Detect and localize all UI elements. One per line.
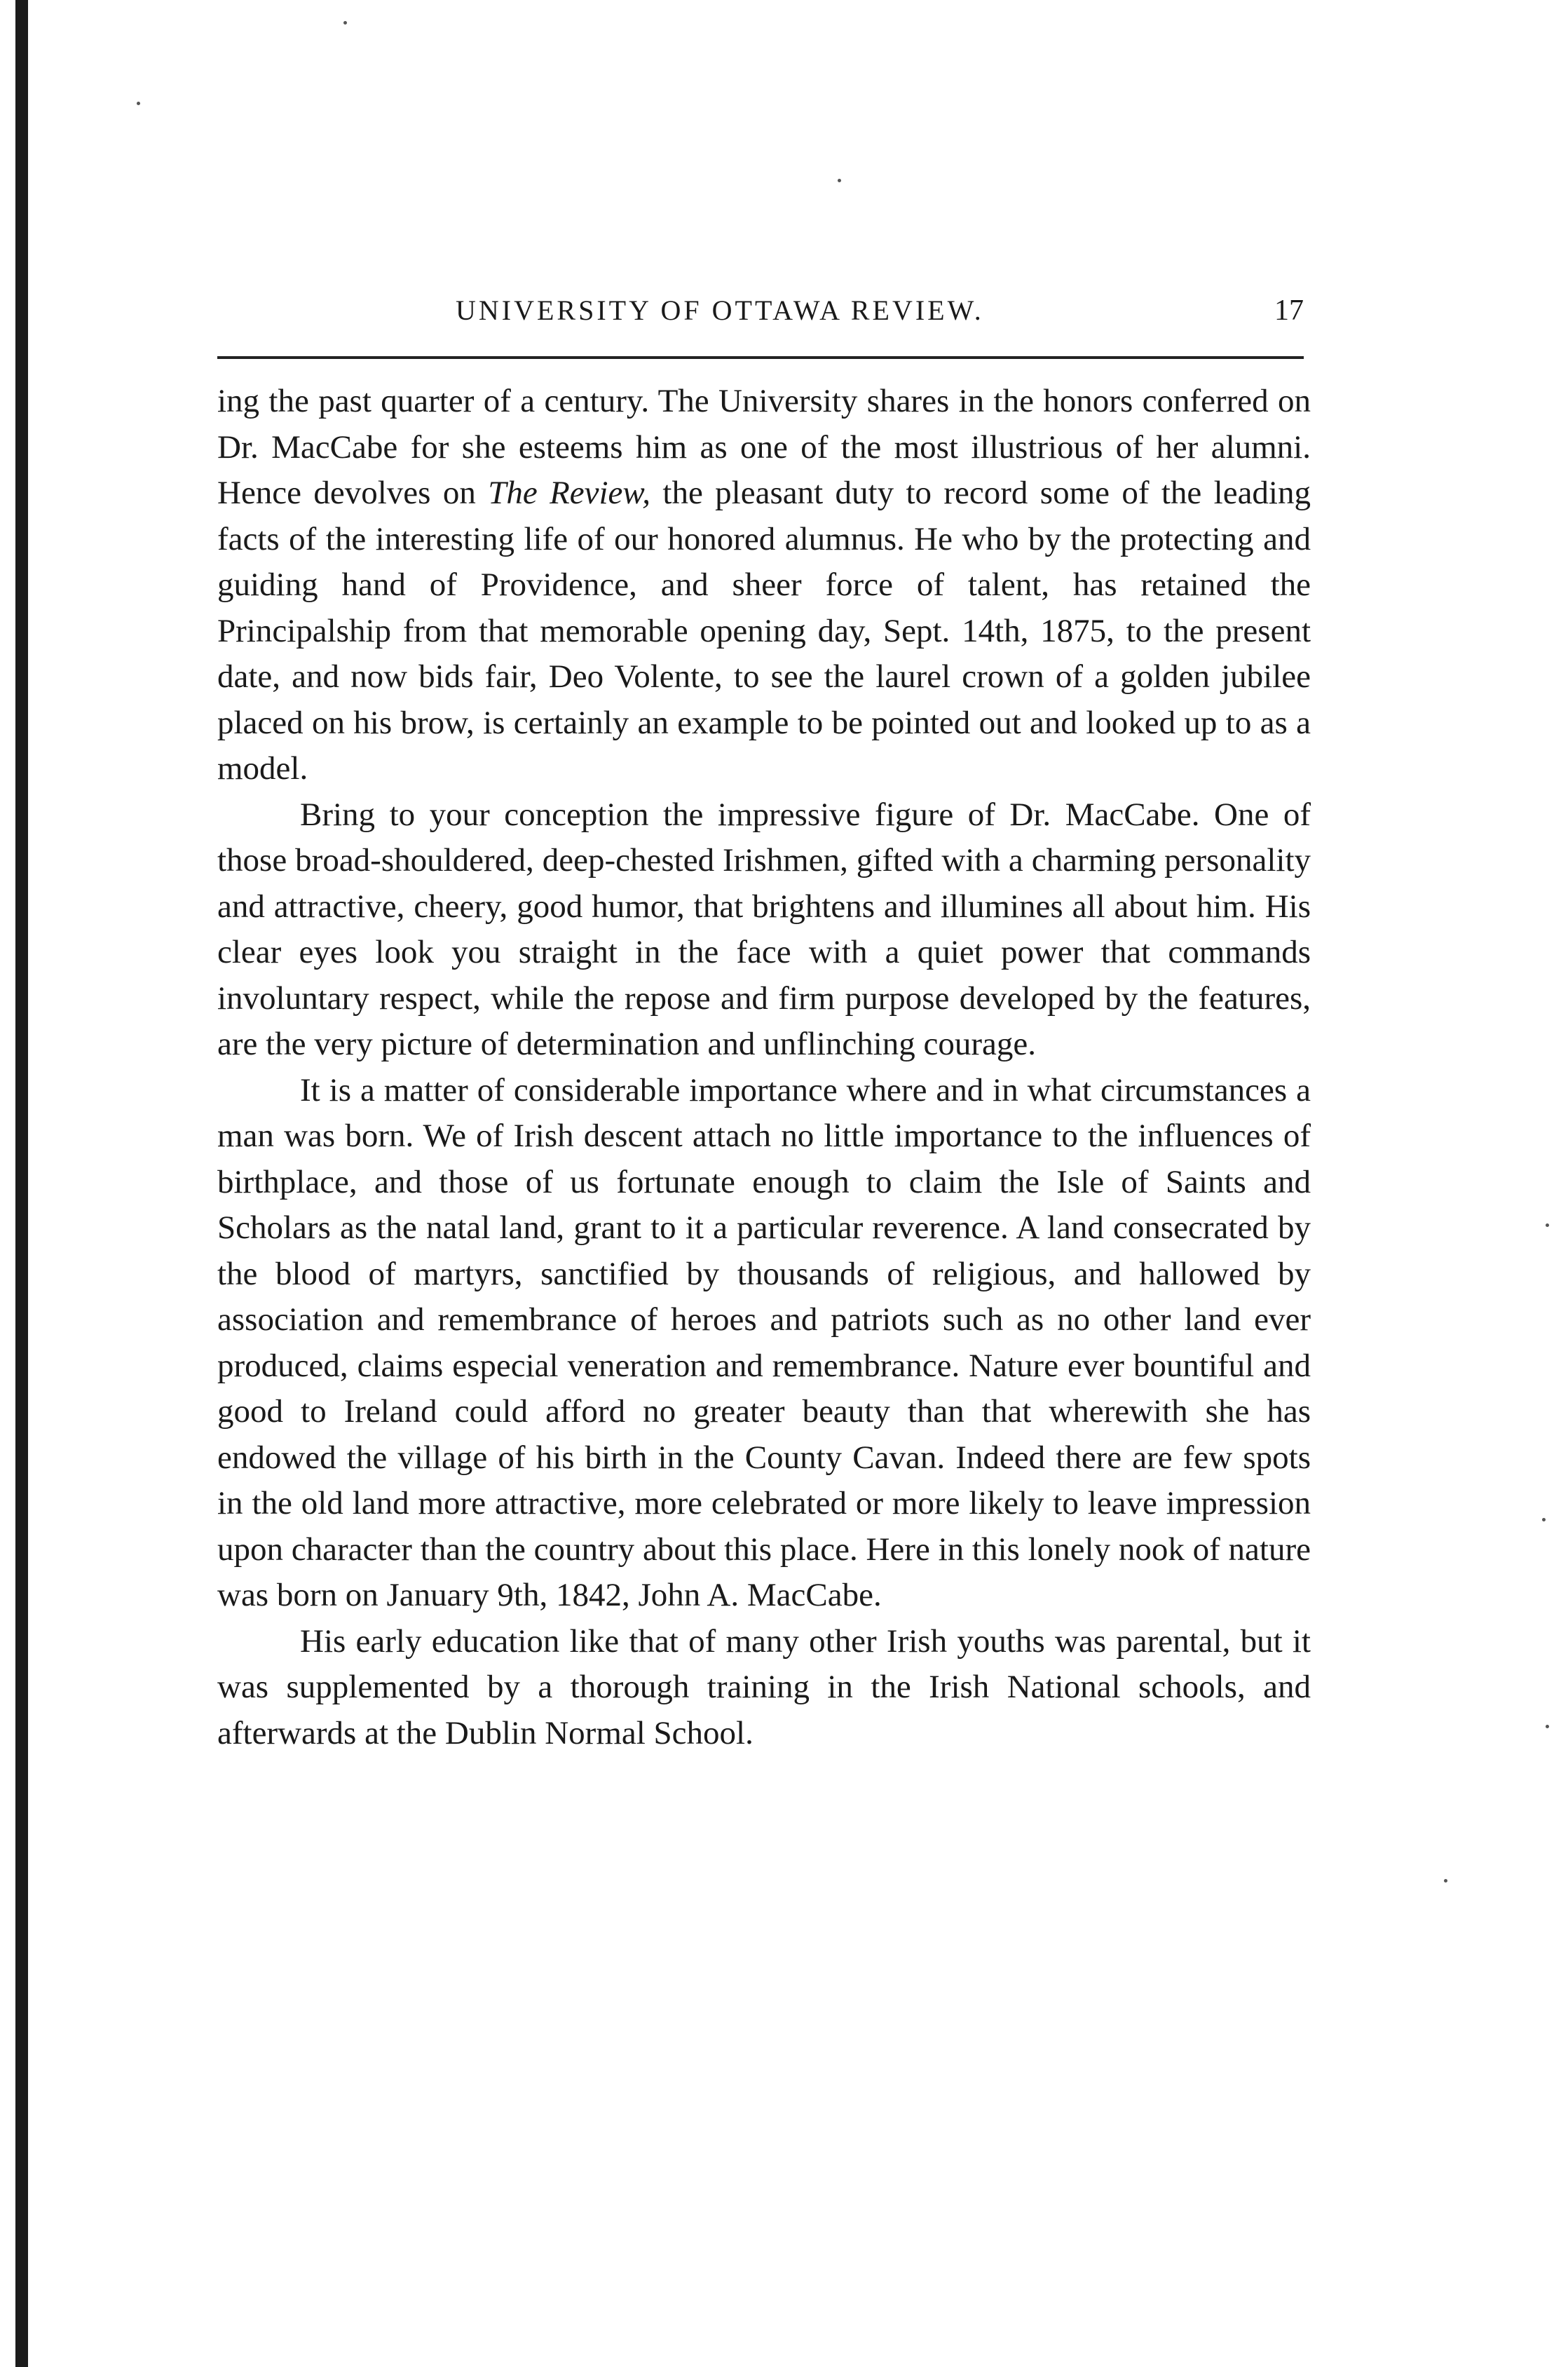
paper-speck (838, 179, 841, 182)
paper-speck (137, 102, 140, 105)
paper-speck (1542, 1518, 1546, 1521)
paper-speck (343, 21, 347, 25)
paragraph-2: Bring to your conception the impressive figure of Dr. MacCabe. One of those broad-shouldered, deep-chested Irishmen, gifted with a charming personality and attractive, cheery, good humor, that brightens and illumines all about him. His clear eyes look you straight in the face with a quiet power that commands involuntary respect, while the repose and firm purpose developed by the features, are the very picture of determination and unflinching courage. (217, 796, 1311, 1062)
paragraph-1-text-after: the pleasant duty to record some of the leading facts of the interesting life of our honored alumnus. He who by the protecting and guiding hand of Providence, and sheer force of talent, has retained the Principalship from that memorable opening day, Sept. 14th, 1875, to the present date, and now bids fair, Deo Volente, to see the laurel crown of a golden jubilee placed on his brow, is certainly an example to be pointed out and looked up to as a model. (217, 475, 1311, 787)
running-header (217, 286, 1304, 335)
paragraph-1-text-before: ing the past quarter of a century. The University shares in the honors conferred on Dr. MacCabe for she esteems him as one of the most illustrious of her alumni. Hence devolves on (217, 383, 1311, 511)
header-rule (217, 356, 1304, 359)
article-body (217, 379, 1311, 1756)
paragraph-3: It is a matter of considerable importance where and in what circumstances a man was born. We of Irish descent attach no little importance to the influences of birthplace, and those of us fortunate enough to claim the Isle of Saints and Scholars as the natal land, grant to it a particular reverence. A land consecrated by the blood of martyrs, sanctified by thousands of religious, and hallowed by association and remembrance of heroes and patriots such as no other land ever produced, claims especial veneration and remembrance. Nature ever bountiful and good to Ireland could afford no greater beauty than that wherewith she has endowed the village of his birth in the County Cavan. Indeed there are few spots in the old land more attractive, more celebrated or more likely to leave impression upon character than the country about this place. Here in this lonely nook of nature was born on January 9th, 1842, John A. MacCabe. (217, 1071, 1311, 1613)
page-number: 17 (1274, 294, 1304, 327)
paper-speck (1546, 1223, 1549, 1227)
paper-speck (1444, 1879, 1447, 1883)
paper-speck (1546, 1725, 1549, 1728)
paragraph-1-italic-title: The Review, (488, 475, 651, 511)
page-binding-edge (15, 0, 28, 2367)
paragraph-4: His early education like that of many other Irish youths was parental, but it was supplemented by a thorough training in the Irish National schools, and afterwards at the Dublin Normal School. (217, 1622, 1311, 1751)
running-head-title: UNIVERSITY OF OTTAWA REVIEW. (456, 294, 984, 326)
paragraph-1 (217, 379, 1311, 792)
